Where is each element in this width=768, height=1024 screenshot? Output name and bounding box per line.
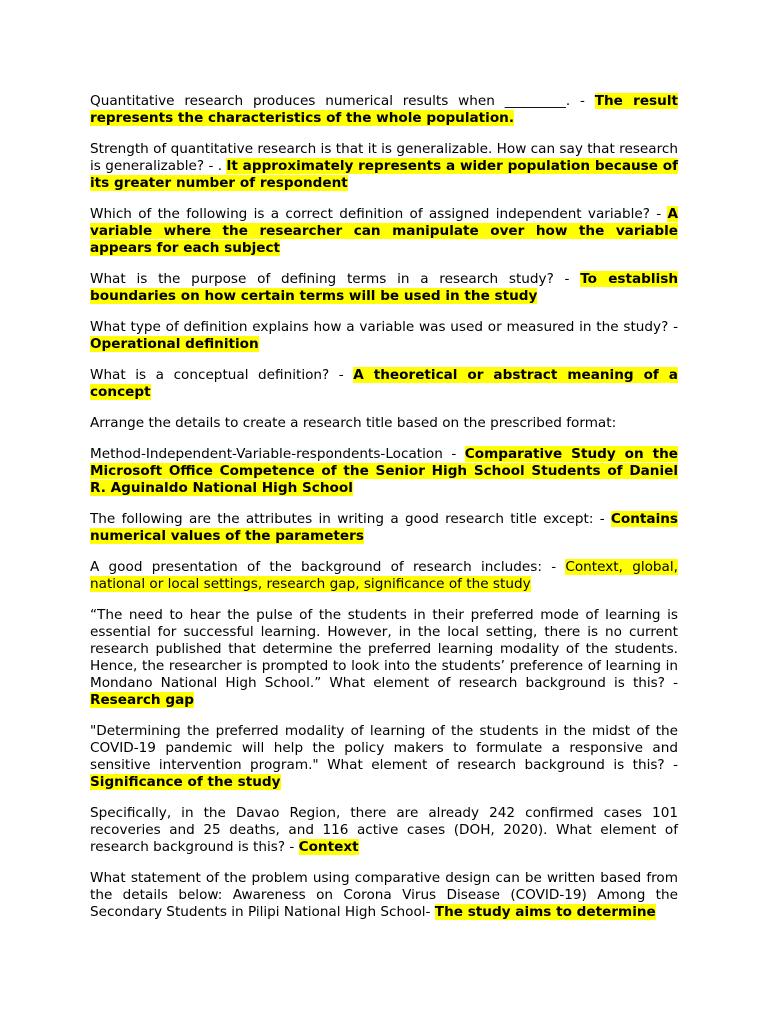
qa-item [90,141,678,192]
answer-highlight: Comparative Study on the Microsoft Office Competence of the Senior High School Students of Daniel R. Aguinaldo National High School [90,446,678,496]
question-text: Specifically, in the Davao Region, there are already 242 confirmed cases 101 recoveries and 25 deaths, and 116 active cases (DOH, 2020). What element of research background is this? - [90,805,678,855]
answer-highlight: A variable where the researcher can manipulate over how the variable appears for each subject [90,206,678,256]
qa-item [90,511,678,545]
question-text: What is a conceptual definition? - [90,367,354,383]
qa-item [90,805,678,856]
question-text: Quantitative research produces numerical results when _________. - [90,93,595,109]
qa-item [90,367,678,401]
answer-highlight: Context, global, national or local settings, research gap, significance of the study [90,559,678,592]
answer-highlight: Contains numerical values of the parameters [90,511,678,544]
question-text: What statement of the problem using comparative design can be written based from the details below: Awareness on Corona Virus Disease (COVID-19) Among the Secondary Students in Pilipi National High School- [90,870,678,920]
answer-highlight: It approximately represents a wider population because of its greater number of respondent [90,158,678,191]
instruction-text [90,415,678,432]
qa-item [90,271,678,305]
answer-highlight: The result represents the characteristics of the whole population. [90,93,678,126]
question-text: Arrange the details to create a research title based on the prescribed format: [90,415,617,431]
qa-item [90,607,678,709]
qa-item [90,723,678,791]
question-text: Method-Independent-Variable-respondents-Location - [90,446,465,462]
answer-highlight: Significance of the study [90,774,281,790]
question-text: What type of definition explains how a variable was used or measured in the study? - [90,319,678,335]
qa-item [90,446,678,497]
question-text: The following are the attributes in writing a good research title except: - [90,511,611,527]
answer-highlight: To establish boundaries on how certain terms will be used in the study [90,271,678,304]
qa-item [90,559,678,593]
qa-item [90,206,678,257]
question-text: A good presentation of the background of research includes: - [90,559,566,575]
question-text: Which of the following is a correct definition of assigned independent variable? - [90,206,668,222]
question-text: What is the purpose of defining terms in a research study? - [90,271,581,287]
question-text: "Determining the preferred modality of learning of the students in the midst of the COVID-19 pandemic will help the policy makers to formulate a responsive and sensitive intervention program." What element of research background is this? - [90,723,678,773]
answer-highlight: Context [298,839,359,855]
qa-item [90,93,678,127]
answer-highlight: A theoretical or abstract meaning of a concept [90,367,678,400]
qa-item [90,870,678,921]
answer-highlight: The study aims to determine [434,904,656,920]
answer-highlight: Research gap [90,692,194,708]
question-text: Strength of quantitative research is that it is generalizable. How can say that research is generalizable? - . [90,141,678,174]
answer-highlight: Operational definition [90,336,259,352]
question-text: “The need to hear the pulse of the students in their preferred mode of learning is essential for successful learning. However, in the local setting, there is no current research published that determine the preferred learning modality of the students. Hence, the researcher is prompted to look into the students’ preference of learning in Mondano National High School.” What element of research background is this? - [90,607,678,691]
qa-item [90,319,678,353]
